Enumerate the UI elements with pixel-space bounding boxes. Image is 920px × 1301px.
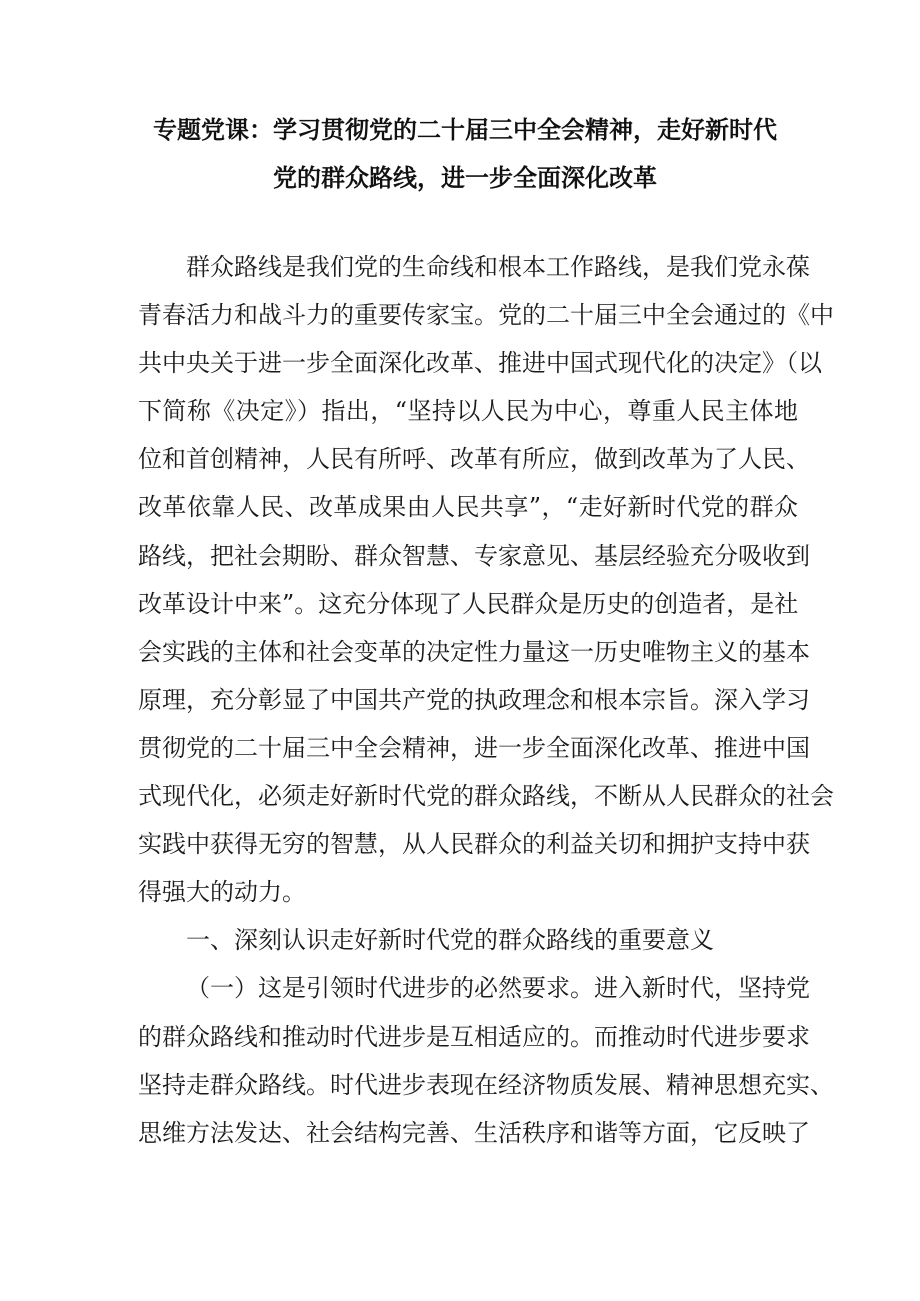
body-line: 会实践的主体和社会变革的决定性力量这一历史唯物主义的基本 [138, 637, 810, 666]
body-line: 实践中获得无穷的智慧，从人民群众的利益关切和拥护支持中获 [138, 830, 810, 859]
body-line: 得强大的动力。 [138, 878, 306, 907]
document-body [138, 243, 834, 1157]
document-title-line-2: 党的群众路线，进一步全面深化改革 [273, 164, 657, 192]
body-line: 贯彻党的二十届三中全会精神，进一步全面深化改革、推进中国 [138, 733, 810, 762]
body-line: 共中央关于进一步全面深化改革、推进中国式现代化的决定》（以 [138, 349, 822, 378]
body-line: 路线，把社会期盼、群众智慧、专家意见、基层经验充分吸收到 [138, 541, 810, 570]
body-line: 原理，充分彰显了中国共产党的执政理念和根本宗旨。深入学习 [138, 685, 810, 714]
body-line: 群众路线是我们党的生命线和根本工作路线，是我们党永葆 [186, 253, 810, 281]
document-title-line-1: 专题党课：学习贯彻党的二十届三中全会精神，走好新时代 [153, 116, 777, 144]
body-line: 改革依靠人民、改革成果由人民共享”，“走好新时代党的群众 [138, 493, 798, 522]
body-line: 下简称《决定》）指出，“坚持以人民为中心，尊重人民主体地 [138, 397, 798, 426]
body-line: 的群众路线和推动时代进步是互相适应的。而推动时代进步要求 [138, 1022, 810, 1051]
body-line: 坚持走群众路线。时代进步表现在经济物质发展、精神思想充实、 [138, 1070, 834, 1099]
body-line: 位和首创精神，人民有所呼、改革有所应，做到改革为了人民、 [138, 445, 810, 474]
body-line: 式现代化，必须走好新时代党的群众路线，不断从人民群众的社会 [138, 782, 834, 811]
body-line: 改革设计中来”。这充分体现了人民群众是历史的创造者，是社 [138, 589, 799, 618]
body-line: 一、深刻认识走好新时代党的群众路线的重要意义 [186, 926, 714, 955]
body-line: 思维方法发达、社会结构完善、生活秩序和谐等方面，它反映了 [138, 1118, 810, 1147]
body-line: （一）这是引领时代进步的必然要求。进入新时代，坚持党 [186, 974, 810, 1003]
body-line: 青春活力和战斗力的重要传家宝。党的二十届三中全会通过的《中 [138, 301, 834, 330]
